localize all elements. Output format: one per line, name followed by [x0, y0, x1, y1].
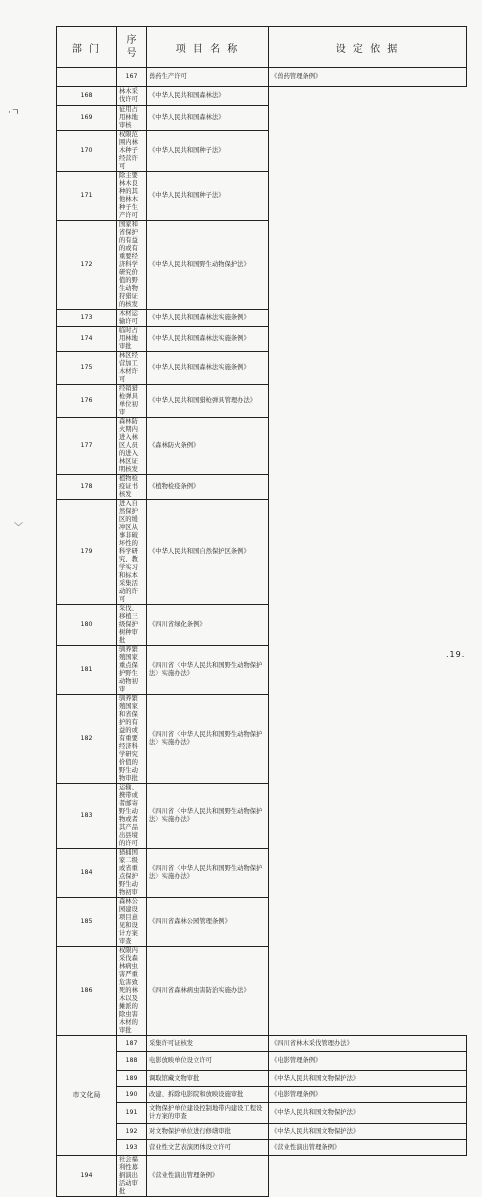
table-row	[57, 605, 467, 646]
table-row	[57, 87, 467, 106]
row-item-name: 驯养繁殖国家重点保护野生动物初审	[117, 646, 147, 695]
row-item-name: 兽药生产许可	[147, 68, 269, 87]
row-item-name: 对文物保护单位进行修缮审批	[147, 1124, 269, 1140]
row-basis: 《森林防火条例》	[147, 418, 269, 475]
row-sequence: 180	[57, 605, 117, 646]
row-sequence: 175	[57, 352, 117, 385]
row-sequence: 167	[117, 68, 147, 87]
row-sequence: 178	[57, 475, 117, 500]
row-basis: 《四川省〈中华人民共和国野生动物保护法〉实施办法》	[147, 695, 269, 784]
table-row	[57, 1052, 467, 1071]
row-item-name: 调取馆藏文物审批	[147, 1071, 269, 1087]
row-basis: 《中华人民共和国森林法实施条例》	[147, 327, 269, 352]
row-sequence: 183	[57, 784, 117, 849]
row-basis: 《中华人民共和国种子法》	[147, 131, 269, 172]
table-row	[57, 1140, 467, 1156]
row-basis: 《电影管理条例》	[269, 1087, 467, 1103]
row-basis: 《中华人民共和国森林法》	[147, 87, 269, 106]
row-item-name: 猎捕国家二级或省重点保护野生动物初审	[117, 849, 147, 898]
header-department: 部 门	[57, 27, 117, 68]
row-basis: 《中华人民共和国森林法实施条例》	[147, 310, 269, 327]
row-basis: 《兽药管理条例》	[269, 68, 467, 87]
row-item-name: 经销猎枪弹具单位初审	[117, 385, 147, 418]
table-row	[57, 475, 467, 500]
table-row	[57, 310, 467, 327]
row-sequence: 181	[57, 646, 117, 695]
row-basis: 《中华人民共和国野生动物保护法》	[147, 221, 269, 310]
table-row	[57, 1036, 467, 1052]
table-row	[57, 784, 467, 849]
row-sequence: 187	[117, 1036, 147, 1052]
department-cell	[57, 68, 117, 87]
row-item-name: 文物保护单位建设控制地带内建设工程设计方案的审查	[147, 1103, 269, 1124]
row-sequence: 182	[57, 695, 117, 784]
row-sequence: 174	[57, 327, 117, 352]
row-basis: 《中华人民共和国文物保护法》	[269, 1071, 467, 1087]
table-row	[57, 849, 467, 898]
table-row	[57, 1124, 467, 1140]
row-sequence: 191	[117, 1103, 147, 1124]
table-row	[57, 1071, 467, 1087]
row-basis: 《四川省绿化条例》	[147, 605, 269, 646]
row-item-name: 临时占用林地审批	[117, 327, 147, 352]
table-row	[57, 131, 467, 172]
row-item-name: 权限内采伐森林病虫害严重危害致死的林木以及摊派的除虫害木材的审批	[117, 947, 147, 1036]
row-sequence: 179	[57, 500, 117, 605]
row-basis: 《营业性演出管理条例》	[269, 1140, 467, 1156]
table-row	[57, 172, 467, 221]
row-sequence: 171	[57, 172, 117, 221]
row-item-name: 电影放映单位设立许可	[147, 1052, 269, 1071]
table-row	[57, 646, 467, 695]
row-basis: 《中华人民共和国猎枪弹具管理办法》	[147, 385, 269, 418]
row-item-name: 采集许可证核发	[147, 1036, 269, 1052]
row-item-name: 木材运输许可	[117, 310, 147, 327]
row-sequence: 184	[57, 849, 117, 898]
header-basis: 设 定 依 据	[269, 27, 467, 68]
row-item-name: 营业性文艺表演团体设立许可	[147, 1140, 269, 1156]
row-item-name: 征用占用林地审核	[117, 106, 147, 131]
row-item-name: 林区经营加工木材许可	[117, 352, 147, 385]
row-basis: 《中华人民共和国森林法》	[147, 106, 269, 131]
row-basis: 《植物检疫条例》	[147, 475, 269, 500]
table-header-row	[57, 27, 467, 68]
table-row	[57, 695, 467, 784]
row-basis: 《四川省〈中华人民共和国野生动物保护法〉实施办法》	[147, 784, 269, 849]
row-item-name: 国家和省保护的有益的或有重要经济科学研究价值的野生动物狩猎证的核发	[117, 221, 147, 310]
row-sequence: 173	[57, 310, 117, 327]
table-row	[57, 1103, 467, 1124]
page-number: .19.	[446, 650, 466, 659]
table-row	[57, 418, 467, 475]
table-row	[57, 106, 467, 131]
row-item-name: 森林防火期内进入林区人员的进入林区证明核发	[117, 418, 147, 475]
table-row	[57, 68, 467, 87]
row-basis: 《四川省森林公园管理条例》	[147, 898, 269, 947]
row-sequence: 185	[57, 898, 117, 947]
row-sequence: 172	[57, 221, 117, 310]
table-row	[57, 221, 467, 310]
row-sequence: 188	[117, 1052, 147, 1071]
table-row	[57, 1087, 467, 1103]
row-sequence: 190	[117, 1087, 147, 1103]
row-basis: 《四川省〈中华人民共和国野生动物保护法〉实施办法》	[147, 849, 269, 898]
department-cell: 市文化局	[57, 1036, 117, 1156]
row-item-name: 社会福利性募捐演出活动审批	[117, 1156, 147, 1197]
row-sequence: 186	[57, 947, 117, 1036]
row-item-name: 权限范围内林木种子经营许可	[117, 131, 147, 172]
row-basis: 《四川省〈中华人民共和国野生动物保护法〉实施办法》	[147, 646, 269, 695]
margin-mark: ﹀	[14, 523, 24, 533]
row-item-name: 森林公园建设项目意见和设计方案审查	[117, 898, 147, 947]
row-basis: 《四川省森林病虫害防治实施办法》	[147, 947, 269, 1036]
row-item-name: 除主要林木良种的其他林木种子生产许可	[117, 172, 147, 221]
row-basis: 《四川省林木采伐管理办法》	[269, 1036, 467, 1052]
row-item-name: 采伐、移植三级保护树种审批	[117, 605, 147, 646]
row-item-name: 林木采伐许可	[117, 87, 147, 106]
row-item-name: 驯养繁殖国家和省保护的有益的或有重要经济科学研究价值的野生动物审批	[117, 695, 147, 784]
row-sequence: 168	[57, 87, 117, 106]
table-row	[57, 500, 467, 605]
table-row	[57, 1156, 467, 1197]
table-row	[57, 327, 467, 352]
row-basis: 《中华人民共和国森林法实施条例》	[147, 352, 269, 385]
row-sequence: 193	[117, 1140, 147, 1156]
row-sequence: 169	[57, 106, 117, 131]
table-row	[57, 352, 467, 385]
row-basis: 《中华人民共和国自然保护区条例》	[147, 500, 269, 605]
row-basis: 《中华人民共和国文物保护法》	[269, 1124, 467, 1140]
row-item-name: 运输、携带或者邮寄野生动物或者其产品出县境的许可	[117, 784, 147, 849]
margin-mark: ·ㄱ	[8, 108, 20, 118]
row-sequence: 192	[117, 1124, 147, 1140]
row-basis: 《电影管理条例》	[269, 1052, 467, 1071]
row-sequence: 176	[57, 385, 117, 418]
header-sequence-text: 序 号	[126, 35, 137, 59]
row-basis: 《中华人民共和国种子法》	[147, 172, 269, 221]
row-sequence: 189	[117, 1071, 147, 1087]
row-item-name: 进入自然保护区的缓冲区从事非破坏性的科学研究、教学实习和标本采集活动的许可	[117, 500, 147, 605]
header-item-name: 项 目 名 称	[147, 27, 269, 68]
row-item-name: 改建、拆除电影院和放映设施审批	[147, 1087, 269, 1103]
table-row	[57, 947, 467, 1036]
row-basis: 《中华人民共和国文物保护法》	[269, 1103, 467, 1124]
row-sequence: 177	[57, 418, 117, 475]
table-row	[57, 898, 467, 947]
permit-table-sheet	[56, 26, 466, 1197]
row-sequence: 194	[57, 1156, 117, 1197]
row-basis: 《营业性演出管理条例》	[147, 1156, 269, 1197]
header-sequence	[117, 27, 147, 68]
table-row	[57, 385, 467, 418]
permit-table	[56, 26, 467, 1197]
row-sequence: 170	[57, 131, 117, 172]
row-item-name: 植物检疫证书核发	[117, 475, 147, 500]
